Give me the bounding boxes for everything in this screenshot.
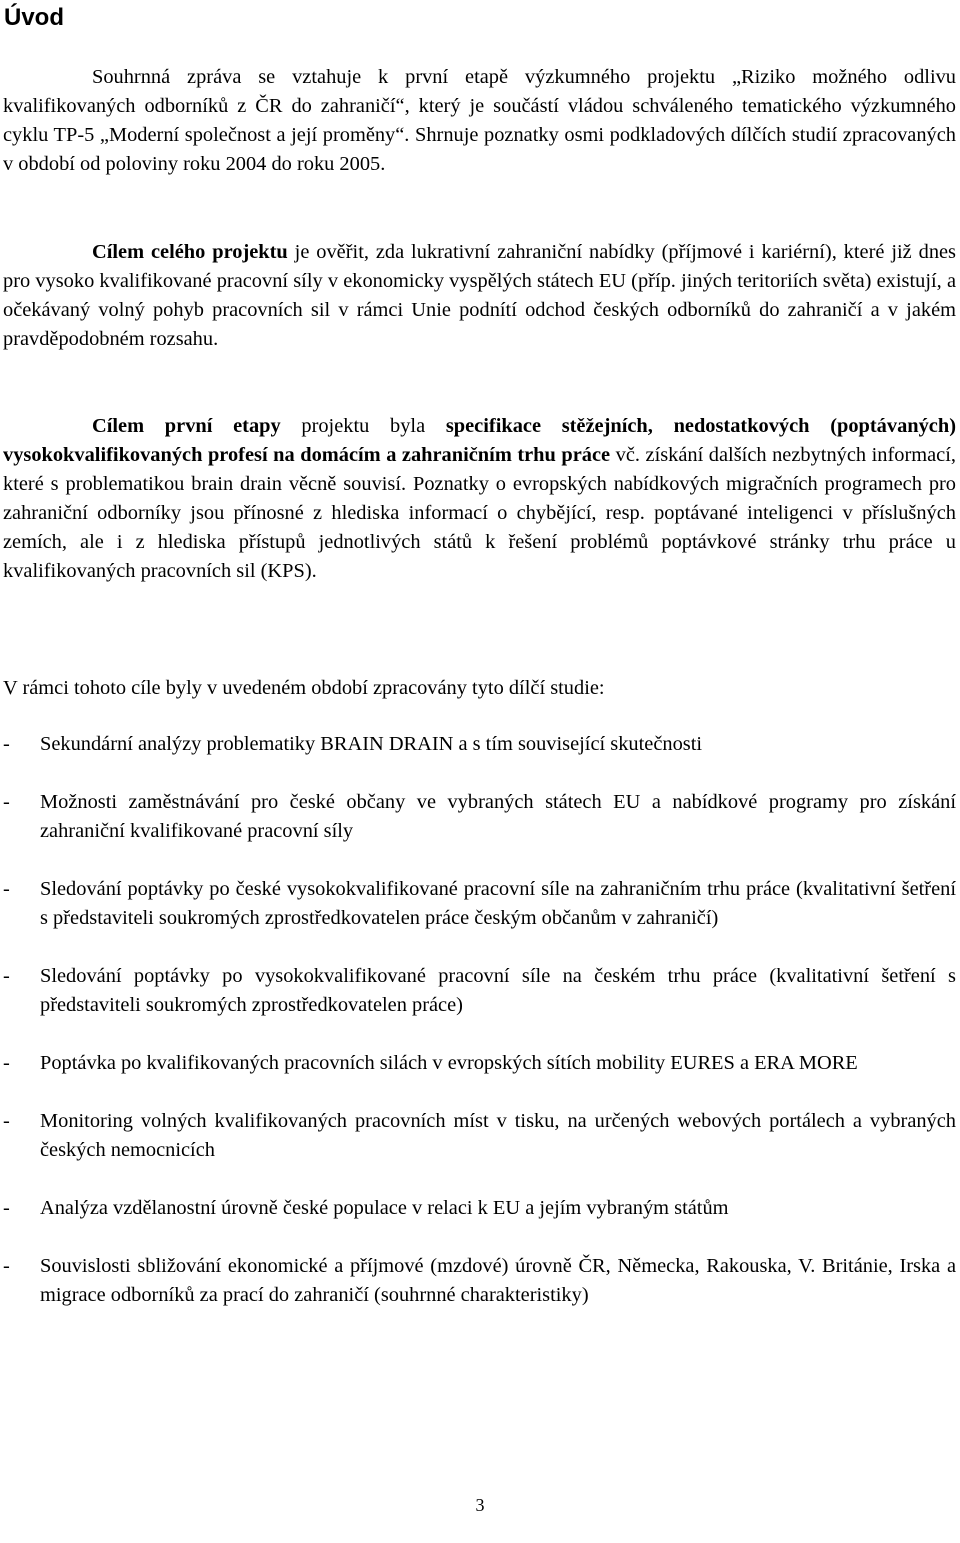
first-stage-goal-middle: projektu byla — [280, 415, 446, 437]
project-goal-text: je ověřit, zda lukrativní zahraniční nabídky (příjmové i kariérní), které již dnes pro vysoko kvalifikované pracovní síly v ekonomicky vyspělých státech EU (příp. jiných teritoriích světa) existují, a očekávaný volný pohyb pracovních sil v rámci Unie podnítí odchod českých odborníků do zahraničí a v jakém pravděpodobném rozsahu. — [3, 241, 956, 350]
list-bullet: - — [3, 1052, 10, 1074]
list-bullet: - — [3, 733, 10, 755]
list-item-text: Sledování poptávky po české vysokokvalifikované pracovní síle na zahraničním trhu práce (kvalitativní šetření s představiteli soukromých zprostředkovatelen práce českým občanům v zahraničí) — [40, 878, 956, 929]
list-bullet: - — [3, 965, 10, 987]
list-item-text: Souvislosti sbližování ekonomické a příjmové (mzdové) úrovně ČR, Německa, Rakouska, V. Británie, Irska a migrace odborníků za prací do zahraničí (souhrnné charakteristiky) — [40, 1255, 956, 1306]
study-list — [3, 730, 956, 1339]
first-stage-goal-paragraph — [3, 412, 956, 586]
list-bullet: - — [3, 791, 10, 813]
project-goal-lead: Cílem celého projektu — [92, 241, 288, 263]
list-item — [3, 875, 956, 933]
list-item-text: Možnosti zaměstnávání pro české občany ve vybraných státech EU a nabídkové programy pro získání zahraniční kvalifikované pracovní síly — [40, 791, 956, 842]
list-item — [3, 1049, 956, 1078]
studies-intro-paragraph: V rámci tohoto cíle byly v uvedeném období zpracovány tyto dílčí studie: — [3, 677, 605, 699]
page-number: 3 — [475, 1495, 485, 1515]
list-item-text: Monitoring volných kvalifikovaných pracovních míst v tisku, na určených webových portálech a vybraných českých nemocnicích — [40, 1110, 956, 1161]
list-item-text: Poptávka po kvalifikovaných pracovních silách v evropských sítích mobility EURES a ERA MORE — [40, 1052, 858, 1074]
list-item-text: Sekundární analýzy problematiky BRAIN DRAIN a s tím související skutečnosti — [40, 733, 703, 755]
list-item — [3, 962, 956, 1020]
first-stage-goal-text: vč. získání dalších nezbytných informací, které s problematikou brain drain věcně souvisí. Poznatky o evropských nabídkových migračních programech pro zahraniční odborníky jsou přínosné z hlediska informací o chybějící, resp. poptávané inteligenci v příslušných zemích, ale i z hlediska přístupů jednotlivých států k řešení problémů poptávkové stránky trhu práce u kvalifikovaných pracovních sil (KPS). — [3, 444, 956, 582]
first-stage-goal-lead: Cílem první etapy — [92, 415, 281, 437]
list-bullet: - — [3, 878, 10, 900]
list-bullet: - — [3, 1110, 10, 1132]
first-stage-goal-focus: specifikace stěžejních, nedostatkových (poptávaných) vysokokvalifikovaných profesí na domácím a zahraničním trhu práce — [3, 415, 956, 466]
list-bullet: - — [3, 1255, 10, 1277]
section-heading: Úvod — [4, 4, 64, 31]
project-goal-paragraph — [3, 238, 956, 354]
list-bullet: - — [3, 1197, 10, 1219]
list-item — [3, 1194, 956, 1223]
list-item — [3, 788, 956, 846]
intro-paragraph-text: Souhrnná zpráva se vztahuje k první etapě výzkumného projektu „Riziko možného odlivu kvalifikovaných odborníků z ČR do zahraničí“, který je součástí vládou schváleného tematického výzkumného cyklu TP-5 „Moderní společnost a její proměny“. Shrnuje poznatky osmi podkladových dílčích studií zpracovaných v období od poloviny roku 2004 do roku 2005. — [3, 66, 956, 175]
list-item — [3, 1252, 956, 1310]
intro-paragraph — [3, 63, 956, 179]
list-item-text: Analýza vzdělanostní úrovně české populace v relaci k EU a jejím vybraným státům — [40, 1197, 729, 1219]
list-item — [3, 1107, 956, 1165]
list-item — [3, 730, 956, 759]
list-item-text: Sledování poptávky po vysokokvalifikované pracovní síle na českém trhu práce (kvalitativní šetření s představiteli soukromých zprostředkovatelen práce) — [40, 965, 956, 1016]
